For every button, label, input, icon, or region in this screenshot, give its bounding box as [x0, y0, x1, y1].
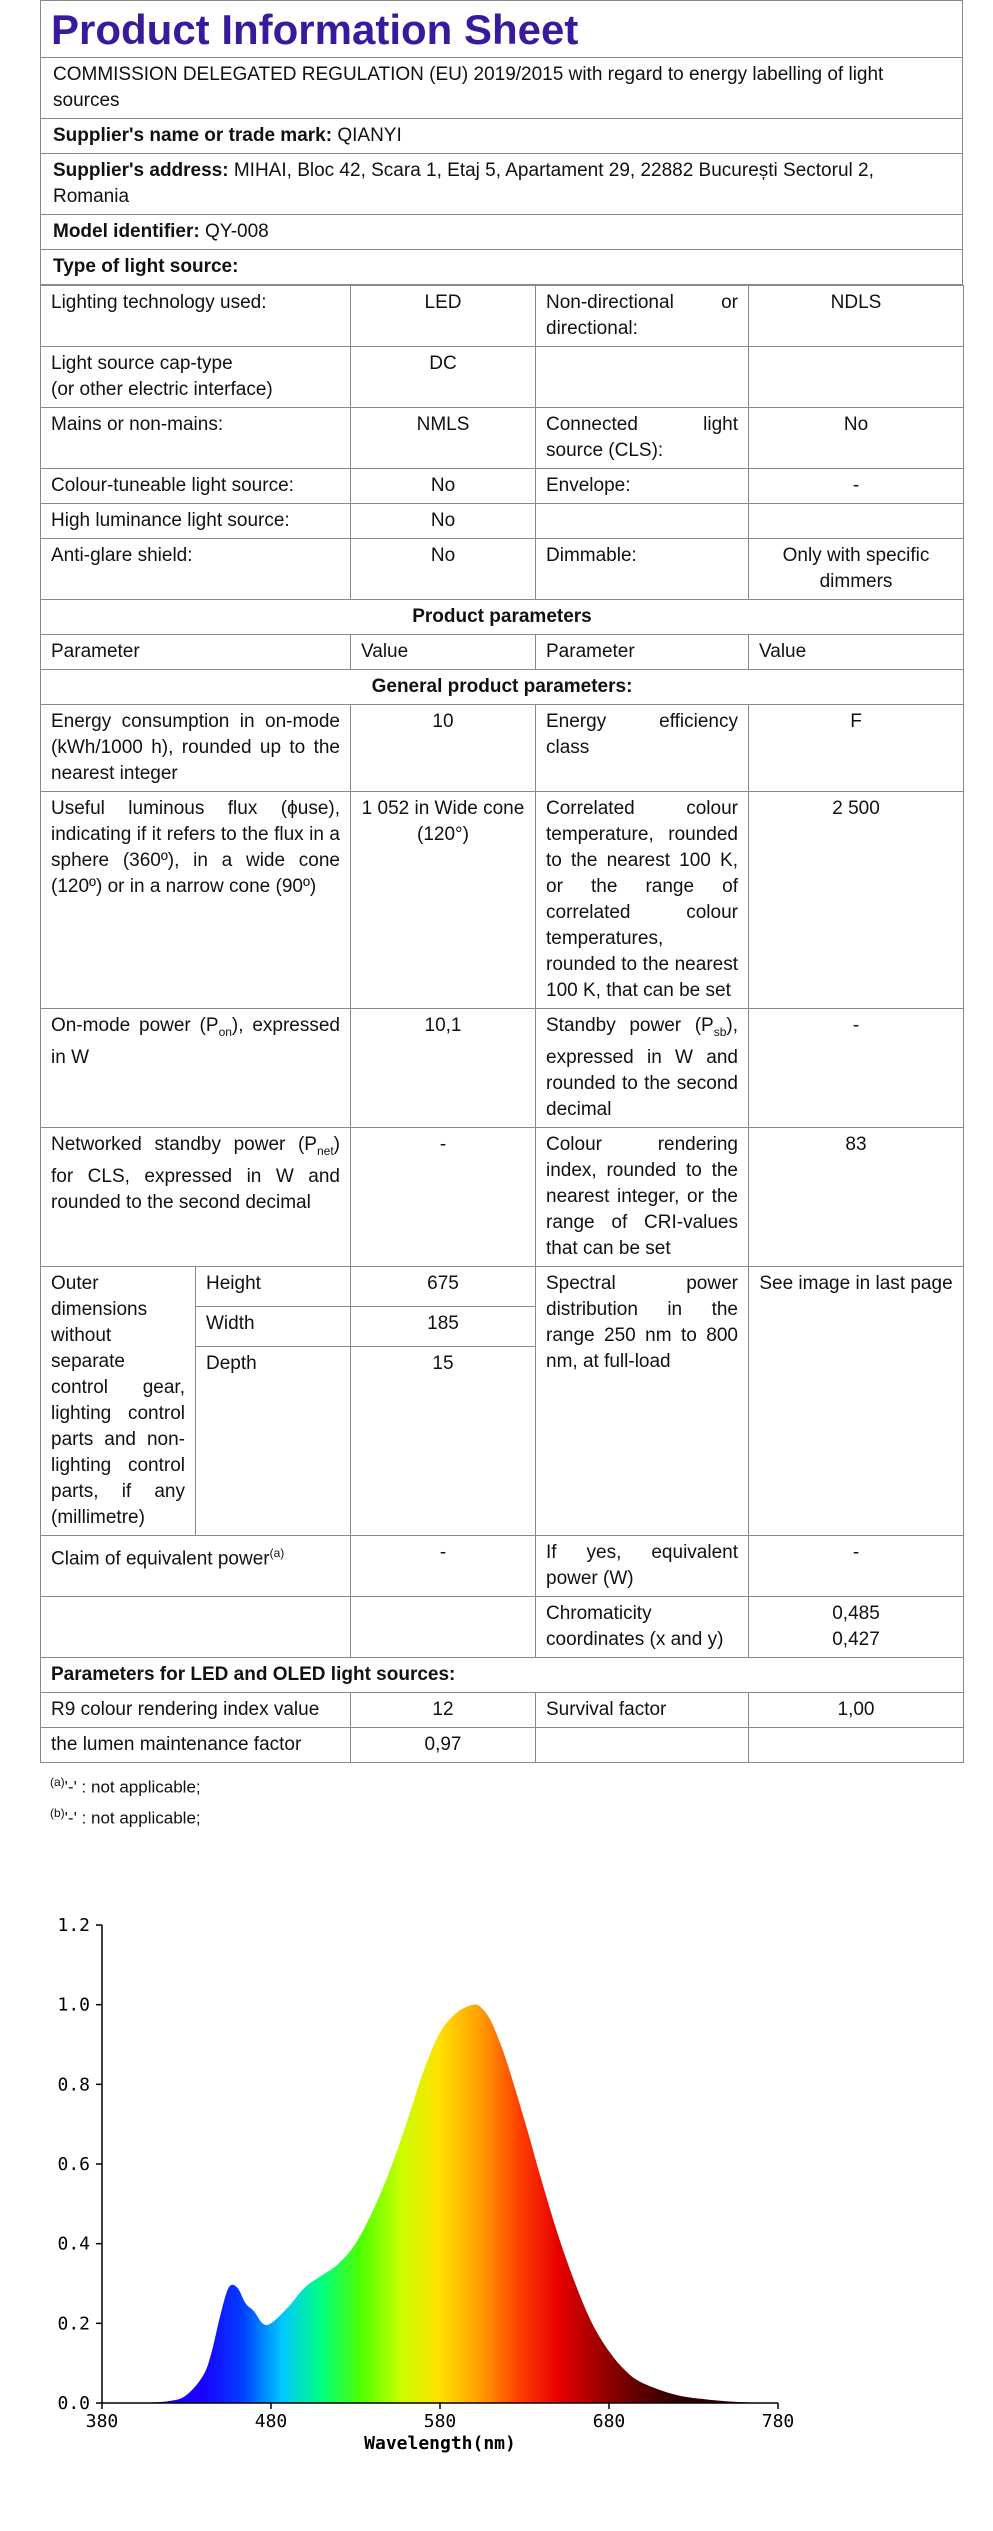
param-value: 10 — [351, 705, 536, 792]
table-row — [41, 1127, 964, 1266]
param-value: - — [351, 1127, 536, 1266]
param-label: Energy efficiency class — [536, 705, 749, 792]
param-value: No — [749, 408, 964, 469]
param-value: NMLS — [351, 408, 536, 469]
table-row — [41, 1657, 964, 1692]
param-value: F — [749, 705, 964, 792]
x-tick-label: 780 — [761, 2411, 795, 2432]
product-parameters-heading: Product parameters — [41, 600, 964, 635]
param-label — [41, 347, 351, 408]
table-row — [41, 670, 964, 705]
table-row — [41, 1266, 964, 1306]
x-tick-label: 380 — [85, 2411, 119, 2432]
param-value: - — [749, 1535, 964, 1596]
table-row — [41, 286, 964, 347]
param-label: Envelope: — [536, 469, 749, 504]
y-tick-label: 0.0 — [57, 2393, 90, 2414]
table-row — [41, 347, 964, 408]
table-row — [41, 408, 964, 469]
param-value: 1,00 — [749, 1692, 964, 1727]
param-value — [749, 1596, 964, 1657]
general-parameters-heading: General product parameters: — [41, 670, 964, 705]
param-label: Claim of equivalent power$^{(a)}$ — [41, 1535, 351, 1596]
column-header: Parameter — [41, 635, 351, 670]
supplier-name-value: QIANYI — [337, 125, 402, 146]
y-tick-label: 1.0 — [57, 1994, 90, 2016]
width-value: 185 — [351, 1306, 536, 1346]
param-label: Survival factor — [536, 1692, 749, 1727]
param-value: 12 — [351, 1692, 536, 1727]
param-value: No — [351, 469, 536, 504]
param-value: 83 — [749, 1127, 964, 1266]
param-label: Networked standby power $(P_{net})$ for CLS, expressed in W and rounded to the second decimal — [41, 1127, 351, 1266]
param-label: Colour rendering index, rounded to the nearest integer, or the range of CRI-values that can be set — [536, 1127, 749, 1266]
table-row — [41, 1596, 964, 1657]
table-row — [41, 705, 964, 792]
table-row — [41, 504, 964, 539]
model-row — [40, 215, 963, 250]
param-value: Only with specific dimmers — [749, 539, 964, 600]
supplier-address-row — [40, 154, 963, 215]
param-value: No — [351, 504, 536, 539]
table-header-row — [41, 635, 964, 670]
spectrum-area — [102, 2005, 778, 2403]
param-label: Dimmable: — [536, 539, 749, 600]
param-value: NDLS — [749, 286, 964, 347]
param-label: If yes, equivalent power (W) — [536, 1535, 749, 1596]
param-value — [749, 504, 964, 539]
table-row — [41, 600, 964, 635]
spd-value: See image in last page — [749, 1266, 964, 1535]
dimensions-label: Outer dimensions without separate control gear, lighting control parts and non-lighting control parts, if any (millimetre) — [41, 1266, 196, 1535]
param-value: - — [749, 469, 964, 504]
param-label: Colour-tuneable light source: — [41, 469, 351, 504]
regulation-text: COMMISSION DELEGATED REGULATION (EU) 2019/2015 with regard to energy labelling of light sources — [40, 58, 963, 119]
param-label: High luminance light source: — [41, 504, 351, 539]
spectral-chart — [0, 1880, 993, 2454]
led-parameters-heading: Parameters for LED and OLED light sources: — [41, 1657, 964, 1692]
table-row — [41, 792, 964, 1009]
spd-label: Spectral power distribution in the range 250 nm to 800 nm, at full-load — [536, 1266, 749, 1535]
param-label: Non-directional or directional: — [536, 286, 749, 347]
param-label — [536, 347, 749, 408]
param-label: Lighting technology used: — [41, 286, 351, 347]
table-row — [41, 1692, 964, 1727]
param-value: 0,97 — [351, 1727, 536, 1762]
param-label: Anti-glare shield: — [41, 539, 351, 600]
page-title: Product Information Sheet — [40, 0, 963, 58]
param-value: - — [351, 1535, 536, 1596]
x-tick-label: 680 — [592, 2411, 626, 2432]
param-label: Standby power $(P_{sb})$, expressed in W and rounded to the second decimal — [536, 1009, 749, 1128]
supplier-name-label: Supplier's name or trade mark: — [53, 125, 333, 146]
table-row — [41, 469, 964, 504]
cap-type-sublabel: (or other electric interface) — [51, 379, 273, 400]
footnote: $^{(a)}$'-' : not applicable; — [50, 1774, 201, 1797]
column-header: Parameter — [536, 635, 749, 670]
y-tick-label: 0.2 — [57, 2313, 90, 2335]
parameters-table — [40, 285, 964, 1763]
chromaticity-x: 0,485 — [832, 1602, 880, 1624]
x-tick-label: 480 — [254, 2411, 288, 2432]
param-label: Mains or non-mains: — [41, 408, 351, 469]
y-tick-label: 0.6 — [57, 2154, 90, 2175]
type-heading: Type of light source: — [40, 250, 963, 285]
y-tick-label: 1.2 — [57, 1915, 90, 1936]
supplier-address-label: Supplier's address: — [53, 160, 229, 181]
depth-label: Depth — [196, 1346, 351, 1535]
param-label: On-mode power $(P_{on})$, expressed in W — [41, 1009, 351, 1128]
chromaticity-y: 0,427 — [832, 1628, 880, 1650]
param-value: 10,1 — [351, 1009, 536, 1128]
model-label: Model identifier: — [53, 221, 200, 242]
param-value: 2 500 — [749, 792, 964, 1009]
model-value: QY-008 — [205, 221, 269, 242]
param-value: No — [351, 539, 536, 600]
y-tick-label: 0.8 — [57, 2074, 90, 2096]
table-row — [41, 1727, 964, 1762]
param-label: R9 colour rendering index value — [41, 1692, 351, 1727]
supplier-address-value: MIHAI, Bloc 42, Scara 1, Etaj 5, Apartament 29, 22882 București Sectorul 2, Romania — [53, 160, 874, 207]
param-value: - — [749, 1009, 964, 1128]
param-label: Chromaticity coordinates (x and y) — [536, 1596, 749, 1657]
x-axis-label: Wavelength(nm) — [364, 2433, 516, 2454]
param-label: Connected light source (CLS): — [536, 408, 749, 469]
y-tick-label: 0.4 — [57, 2233, 90, 2255]
param-label: Useful luminous flux (ϕuse), indicating if it refers to the flux in a sphere (360º), in a wide cone (120º) or in a narrow cone (90º) — [41, 792, 351, 1009]
table-row — [41, 1009, 964, 1128]
column-header: Value — [749, 635, 964, 670]
param-label — [536, 504, 749, 539]
param-value: LED — [351, 286, 536, 347]
param-value: 1 052 in Wide cone (120°) — [351, 792, 536, 1009]
param-value — [749, 347, 964, 408]
param-value: DC — [351, 347, 536, 408]
product-sheet — [40, 0, 963, 1832]
footnote: $^{(b)}$'-' : not applicable; — [50, 1806, 201, 1829]
width-label: Width — [196, 1306, 351, 1346]
column-header: Value — [351, 635, 536, 670]
x-tick-label: 580 — [423, 2411, 457, 2432]
param-label: the lumen maintenance factor — [41, 1727, 351, 1762]
param-label: Energy consumption in on-mode (kWh/1000 h), rounded up to the nearest integer — [41, 705, 351, 792]
footnotes — [50, 1769, 963, 1832]
table-row — [41, 1535, 964, 1596]
cap-type-label: Light source cap-type — [51, 353, 233, 374]
height-label: Height — [196, 1266, 351, 1306]
table-row — [41, 539, 964, 600]
param-label: Correlated colour temperature, rounded to the nearest 100 K, or the range of correlated colour temperatures, rounded to the nearest 100 K, that can be set — [536, 792, 749, 1009]
height-value: 675 — [351, 1266, 536, 1306]
supplier-name-row — [40, 119, 963, 154]
depth-value: 15 — [351, 1346, 536, 1535]
